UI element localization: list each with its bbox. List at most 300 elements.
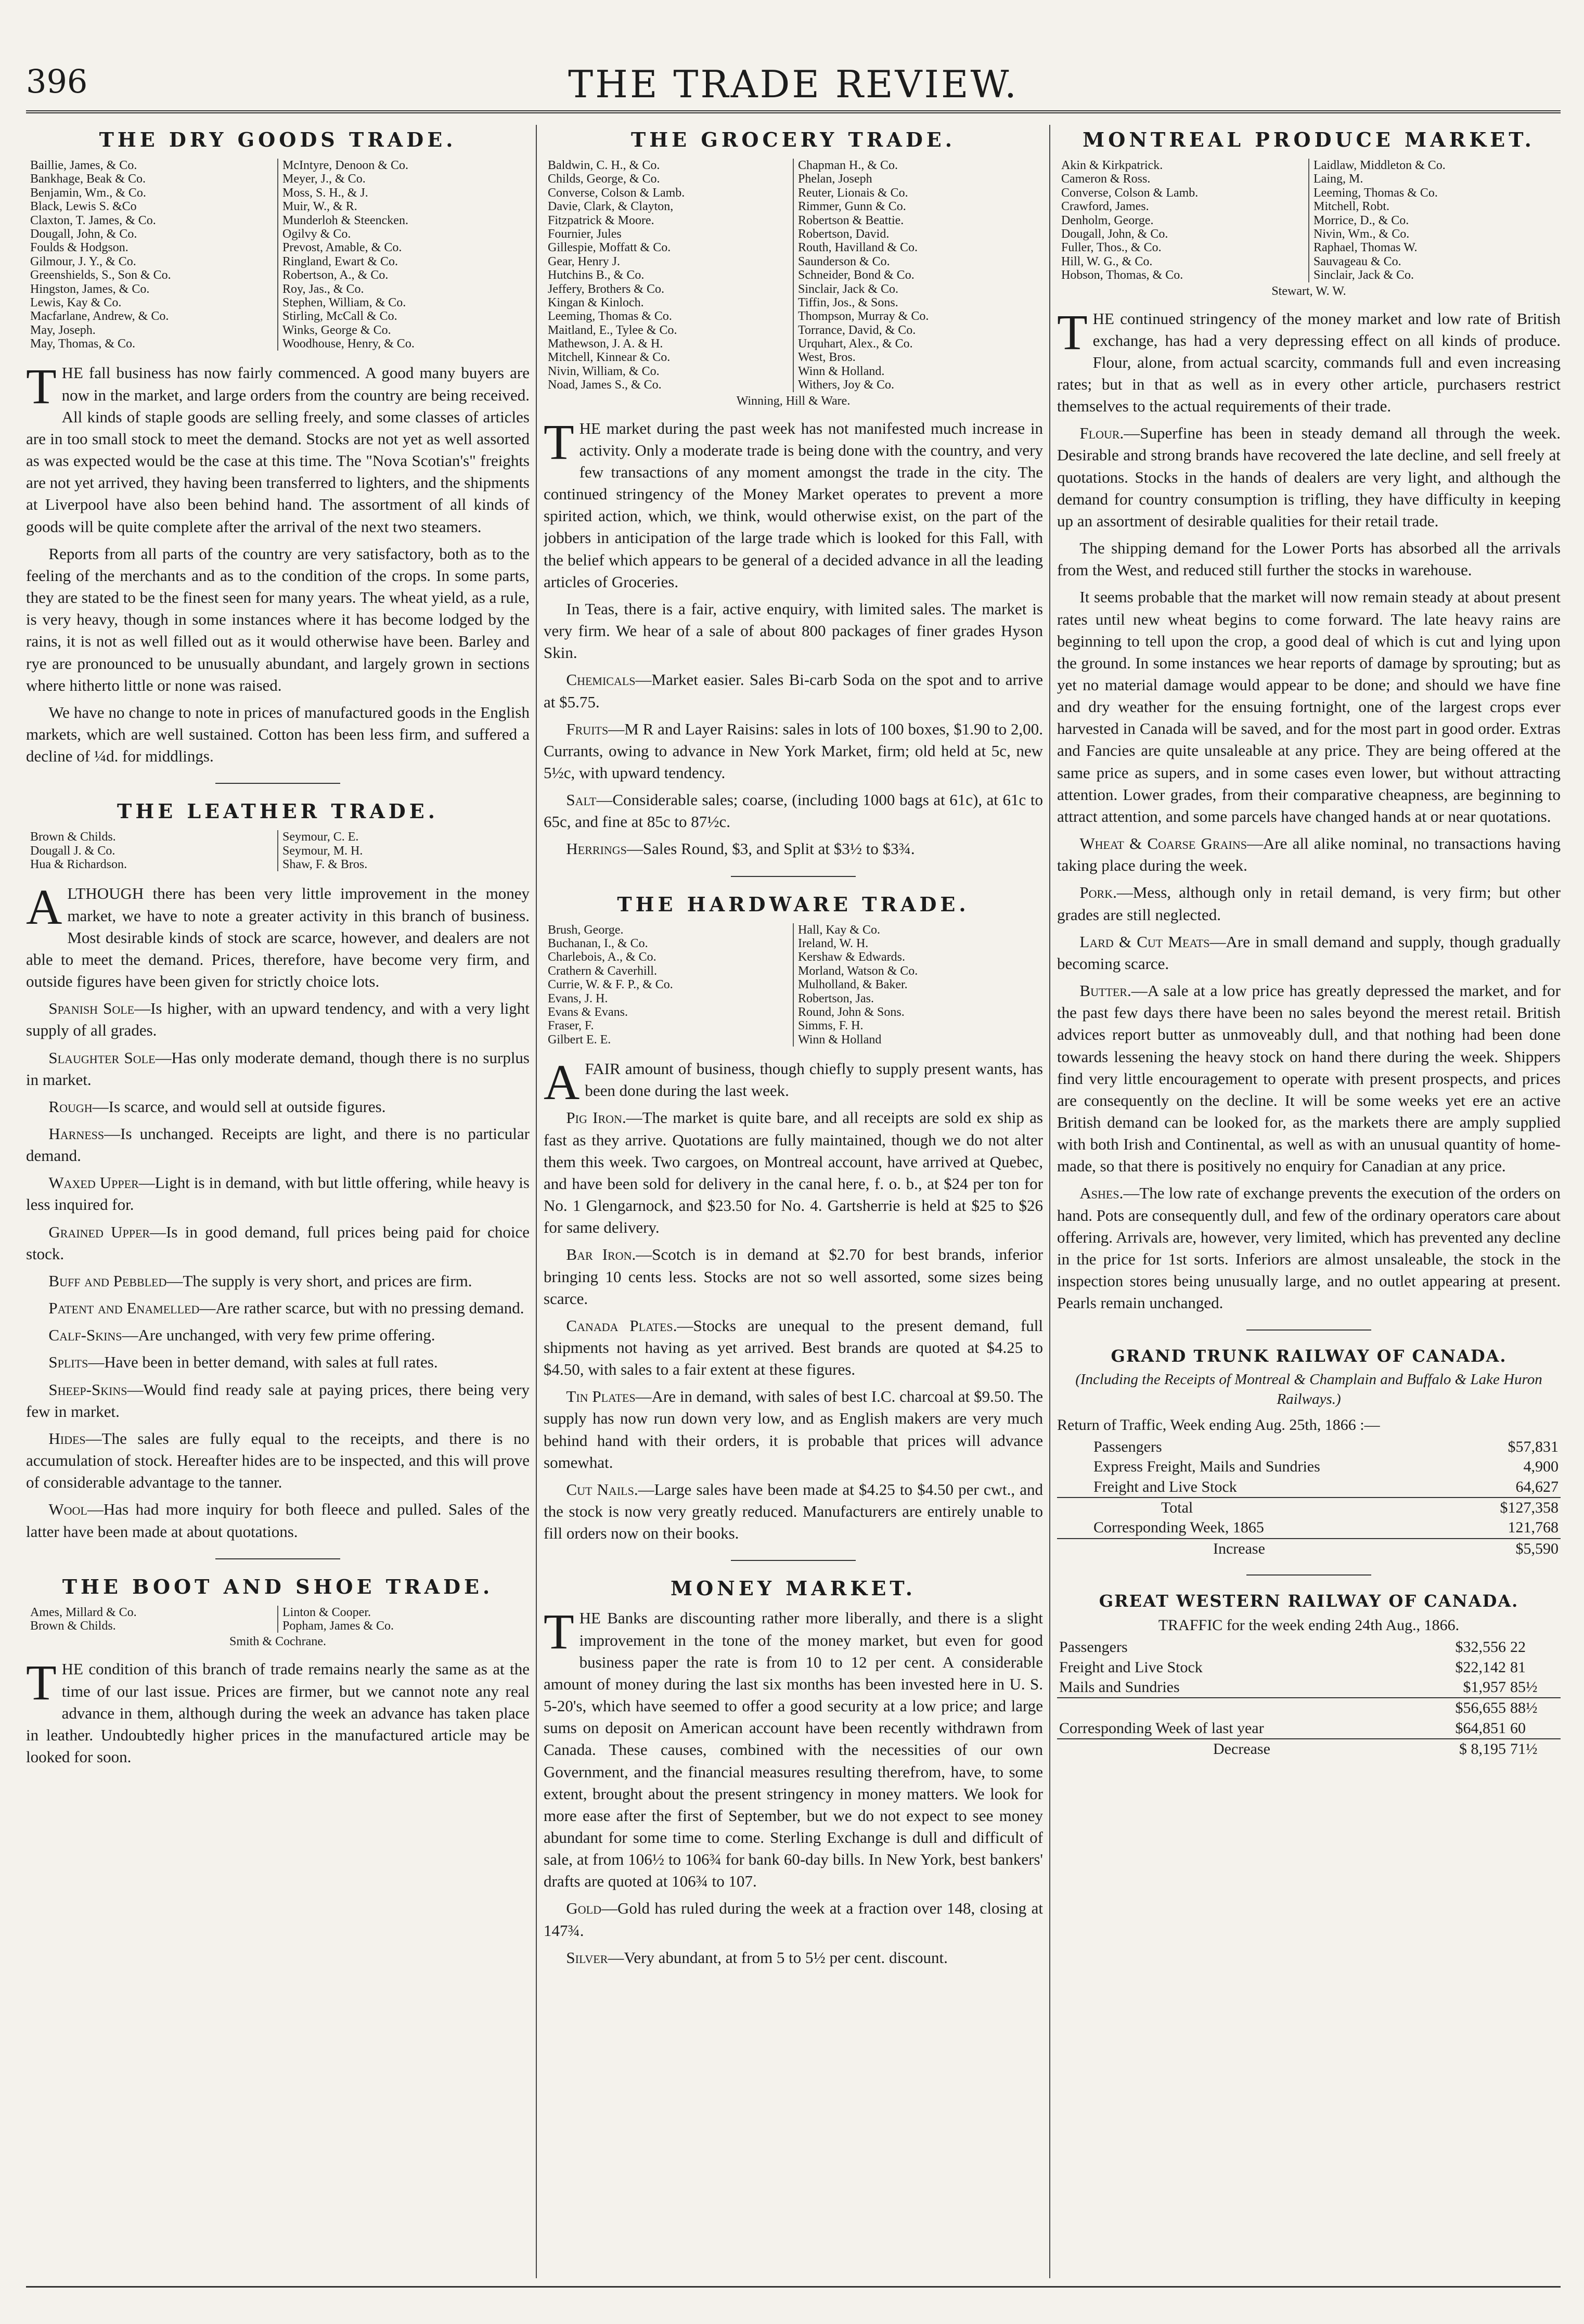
market-item xyxy=(26,1172,530,1216)
firm-list-right xyxy=(278,159,530,351)
market-item xyxy=(544,718,1043,784)
firm-name: Muir, W., & R. xyxy=(282,200,357,214)
firm-name: Prevost, Amable, & Co. xyxy=(282,241,402,255)
row-cents: 85½ xyxy=(1510,1678,1538,1696)
firm-name: Mitchell, Robt. xyxy=(1313,200,1389,214)
item-keyword: Canada Plates xyxy=(566,1316,673,1335)
firm-list-right xyxy=(794,923,1043,1047)
total-row xyxy=(1057,1497,1561,1518)
firm-name: Schneider, Bond & Co. xyxy=(798,268,915,282)
firm-name: Robertson, Jas. xyxy=(798,991,874,1005)
market-item xyxy=(1057,833,1561,876)
firm-name: Seymour, C. E. xyxy=(282,830,359,844)
firm-name: Woodhouse, Henry, & Co. xyxy=(282,337,415,351)
firm-name: Morland, Watson & Co. xyxy=(798,964,918,978)
column-3 xyxy=(1057,125,1561,2278)
item-keyword: Lard & Cut Meats xyxy=(1079,932,1210,951)
firm-name: Robertson & Beattie. xyxy=(798,213,904,227)
firm-name: Macfarlane, Andrew, & Co. xyxy=(30,309,169,324)
firm-name: Moss, S. H., & J. xyxy=(282,186,368,200)
firm-name: Robertson, A., & Co. xyxy=(282,268,389,282)
firm-name: Fitzpatrick & Moore. xyxy=(548,213,654,227)
item-keyword: Slaughter Sole xyxy=(48,1048,156,1067)
article-paragraph: It seems probable that the market will now remain steady at about present rates until new wheat begins to come forward. The late heavy rains are beginning to tell upon the crop, a good deal of which is cut and lying upon the ground. In some instances we hear reports of damage by sprouting; but as yet no material damage would appear to be done; and should we have fine and dry weather for the ensuing fortnight, one of the largest crops ever harvested in Canada will be saved, and for the most part in good order. Extras and Fancies are quite unsaleable at any price. They are being offered at the same price as supers, and in some cases even lower, but without attracting attention. Lower grades, from their comparative cheapness, are beginning to attract attention, and some parcels have changed hands at or near quotations. xyxy=(1057,588,1561,825)
firm-name: Hill, W. G., & Co. xyxy=(1061,254,1153,268)
firm-name: Currie, W. & F. P., & Co. xyxy=(548,978,673,992)
firm-name: Sinclair, Jack & Co. xyxy=(798,282,899,296)
firm-name: Saunderson & Co. xyxy=(798,254,890,268)
firm-name: Buchanan, I., & Co. xyxy=(548,937,648,950)
firm-name: Munderloh & Steencken. xyxy=(282,213,408,227)
firm-name: Hall, Kay & Co. xyxy=(798,923,880,937)
row-label: Passengers xyxy=(1059,1638,1128,1656)
firm-name: Gilbert E. E. xyxy=(548,1032,611,1047)
section-title: THE GROCERY TRADE. xyxy=(631,128,956,151)
market-item xyxy=(26,1047,530,1091)
hardware-section xyxy=(544,893,1043,1545)
firm-name: Davie, Clark, & Clayton, xyxy=(548,200,674,214)
item-keyword: Silver xyxy=(566,1948,608,1967)
firm-list xyxy=(1057,159,1561,282)
row-dollars: $22,142 xyxy=(1455,1658,1506,1676)
column-rule-1 xyxy=(536,125,537,2278)
corresponding-row xyxy=(1057,1719,1561,1739)
firm-list-left xyxy=(544,159,794,392)
market-item xyxy=(1057,1182,1561,1314)
market-item xyxy=(544,1479,1043,1544)
market-item xyxy=(26,1379,530,1423)
firm-name: Leeming, Thomas & Co. xyxy=(1313,186,1438,200)
firm-name: May, Thomas, & Co. xyxy=(30,337,135,351)
item-text: —Are in small demand and supply, though gradually becoming scarce. xyxy=(1057,932,1561,973)
market-item xyxy=(26,1221,530,1265)
market-item xyxy=(544,789,1043,833)
firm-list xyxy=(26,1606,530,1633)
item-text: —Are rather scarce, but with no pressing demand. xyxy=(199,1299,524,1318)
firm-list xyxy=(544,923,1043,1047)
market-item xyxy=(26,1324,530,1346)
row-dollars: $1,957 xyxy=(1463,1678,1506,1696)
section-divider xyxy=(731,876,856,877)
section-title: THE DRY GOODS TRADE. xyxy=(99,128,457,151)
firm-name: Cameron & Ross. xyxy=(1061,172,1151,186)
article-paragraph: We have no change to note in prices of manufactured goods in the English markets, which are well sustained. Cotton has been less firm, and suffered a decline of ¼d. for middlings. xyxy=(26,703,530,766)
firm-name: Thompson, Murray & Co. xyxy=(798,309,929,324)
market-item xyxy=(1057,882,1561,925)
firm-name: Phelan, Joseph xyxy=(798,172,872,186)
firm-name: Round, John & Sons. xyxy=(798,1005,905,1019)
traffic-table xyxy=(1057,1637,1561,1759)
firm-name: Foulds & Hodgson. xyxy=(30,241,128,255)
firm-name: Torrance, David, & Co. xyxy=(798,323,916,337)
market-item xyxy=(544,838,1043,860)
market-item xyxy=(26,1123,530,1167)
item-text: .—A sale at a low price has greatly depressed the market, and for the past few days there have been no sales beyond the merest retail. British advices report butter as unmoveably dull, and that nothing had been done towards lessening the heavy stock on hand there during the week. Shippers find very little encouragement to operate with present prospects, and prices are consequently on the decline. It will be some weeks yet ere an active British demand can be looked for, as the markets there are amply supplied with both Irish and Continental, as well as with an unusual quantity of home-made, so that there is positively no enquiry for Canadian at any price. xyxy=(1057,982,1561,1176)
firm-name: Ames, Millard & Co. xyxy=(30,1605,137,1619)
table-row xyxy=(1057,1457,1561,1477)
item-keyword: Salt xyxy=(566,791,597,809)
item-text: —Are all alike nominal, no transactions having taking place during the week. xyxy=(1057,834,1561,875)
item-keyword: Patent and Enamelled xyxy=(48,1299,200,1318)
firm-name: Crawford, James. xyxy=(1061,200,1149,214)
item-text: —Sales Round, $3, and Split at $3½ to $3¾. xyxy=(626,840,915,858)
firm-name: Sauvageau & Co. xyxy=(1313,254,1401,268)
firm-name: Kingan & Kinloch. xyxy=(548,295,644,309)
masthead-rule xyxy=(26,110,1561,113)
firm-list-right xyxy=(794,159,1043,392)
traffic-table xyxy=(1057,1437,1561,1559)
market-item xyxy=(544,1947,1043,1969)
row-label: Express Freight, Mails and Sundries xyxy=(1093,1458,1320,1476)
item-text: —M R and Layer Raisins: sales in lots of 100 boxes, $1.90 to 2,00. Currants, owing to advance in New York Market, firm; old held at 5c, new 5½c, with upward tendency. xyxy=(544,719,1043,782)
market-items xyxy=(544,1107,1043,1544)
market-item xyxy=(1057,931,1561,975)
firm-name: Winks, George & Co. xyxy=(282,323,391,337)
market-item xyxy=(26,1499,530,1542)
item-keyword: Wheat & Coarse Grains xyxy=(1079,834,1247,853)
firm-name: Fraser, F. xyxy=(548,1019,594,1033)
firm-name: Urquhart, Alex., & Co. xyxy=(798,337,913,351)
item-text: .—Large sales have been made at $4.25 to $4.50 per cwt., and the stock is now very greatly reduced. Manufacturers are entirely unable to fill orders now on their books. xyxy=(544,1480,1043,1543)
article-paragraph: In Teas, there is a fair, active enquiry, with limited sales. The market is very firm. We hear of a sale of about 800 packages of finer grades Hyson Skin. xyxy=(544,599,1043,662)
item-text: —Is scarce, and would sell at outside figures. xyxy=(92,1097,386,1116)
firm-name: Charlebois, A., & Co. xyxy=(548,950,656,964)
market-items xyxy=(1057,833,1561,1314)
row-value: $127,358 xyxy=(1464,1497,1561,1518)
item-text: —Are in demand, with sales of best I.C. charcoal at $9.50. The supply has now run down very low, and as English makers are very much behind hand with their orders, it is probable that prices will advance somewhat. xyxy=(544,1387,1043,1471)
item-keyword: Wool xyxy=(48,1500,87,1519)
firm-list-tail: Winning, Hill & Ware. xyxy=(736,394,851,408)
item-text: —Market easier. Sales Bi-carb Soda on the spot and to arrive at $5.75. xyxy=(544,670,1043,711)
firm-name: Gilmour, J. Y., & Co. xyxy=(30,254,136,268)
item-text: —Is in good demand, full prices being paid for choice stock. xyxy=(26,1222,530,1263)
item-text: —Is unchanged. Receipts are light, and there is no particular demand. xyxy=(26,1125,530,1165)
item-keyword: Cut Nails xyxy=(566,1480,634,1499)
firm-list-right xyxy=(278,1606,530,1633)
item-keyword: Sheep-Skins xyxy=(48,1380,127,1399)
firm-name: Black, Lewis S. &Co xyxy=(30,200,137,214)
table-row xyxy=(1057,1477,1561,1497)
firm-name: Converse, Colson & Lamb. xyxy=(1061,186,1199,200)
firm-name: Denholm, George. xyxy=(1061,213,1154,227)
firm-name: Dougall J. & Co. xyxy=(30,844,115,858)
section-divider xyxy=(215,783,340,784)
corresponding-row xyxy=(1057,1518,1561,1538)
market-items xyxy=(26,998,530,1542)
firm-name: Simms, F. H. xyxy=(798,1019,864,1033)
firm-list-tail: Stewart, W. W. xyxy=(1271,284,1346,298)
item-keyword: Herrings xyxy=(566,840,627,858)
firm-name: Nivin, William, & Co. xyxy=(548,364,660,378)
section-divider xyxy=(1246,1574,1371,1576)
market-item xyxy=(544,1244,1043,1309)
boot-shoe-section xyxy=(26,1575,530,1768)
section-divider xyxy=(1246,1329,1371,1331)
firm-name: Roy, Jas., & Co. xyxy=(282,282,364,296)
firm-name: Bankhage, Beak & Co. xyxy=(30,172,146,186)
item-text: —Light is in demand, with but little offering, while heavy is less inquired for. xyxy=(26,1173,530,1214)
railway-title: GREAT WESTERN RAILWAY OF CANADA. xyxy=(1099,1591,1519,1611)
market-item xyxy=(26,1297,530,1319)
firm-name: Withers, Joy & Co. xyxy=(798,378,895,392)
article-paragraph: THE market during the past week has not manifested much increase in activity. Only a moderate trade is being done with the country, and very few transactions of any moment amongst the trade in the city. The continued stringency of the Money Market operates to prevent a more spirited action, which, we think, would otherwise exist, on the part of the jobbers in anticipation of the large trade which is looked for this Fall, with the belief which appears to be general of a decided advance in all the leading articles of Groceries. xyxy=(544,414,1043,591)
market-item xyxy=(544,669,1043,713)
firm-name: Sinclair, Jack & Co. xyxy=(1313,268,1414,282)
item-text: —The sales are fully equal to the receipts, and there is no accumulation of stock. Hereafter hides are to be inspected, and this will prove of considerable advantage to the tanner. xyxy=(26,1429,530,1492)
section-title: MONEY MARKET. xyxy=(671,1577,916,1600)
row-label: Increase xyxy=(1057,1539,1464,1559)
item-keyword: Pork xyxy=(1079,883,1113,902)
firm-name: Shaw, F. & Bros. xyxy=(282,858,368,872)
firm-name: Meyer, J., & Co. xyxy=(282,172,366,186)
firm-list-left xyxy=(544,923,794,1047)
market-item xyxy=(26,1096,530,1118)
firm-name: Evans, J. H. xyxy=(548,991,608,1005)
firm-name: Mathewson, J. A. & H. xyxy=(548,337,663,351)
market-item xyxy=(544,1315,1043,1380)
firm-name: Ogilvy & Co. xyxy=(282,227,351,241)
row-value: $5,590 xyxy=(1464,1539,1561,1559)
firm-list-tail: Smith & Cochrane. xyxy=(229,1635,326,1649)
firm-name: Chapman H., & Co. xyxy=(798,159,898,172)
page-bottom-rule xyxy=(26,2286,1561,2288)
firm-name: Reuter, Lionais & Co. xyxy=(798,186,908,200)
firm-name: Winn & Holland xyxy=(798,1032,882,1047)
firm-name: Dougall, John, & Co. xyxy=(30,227,137,241)
firm-list-left xyxy=(1057,159,1309,282)
market-item xyxy=(1057,980,1561,1177)
firm-name: Converse, Colson & Lamb. xyxy=(548,186,685,200)
firm-name: Laing, M. xyxy=(1313,172,1363,186)
article-paragraph: THE Banks are discounting rather more liberally, and there is a slight improvement in the tone of the money market, but even for good business paper the rate is from 10 to 12 per cent. A considerable amount of money during the last six months has been invested here in U. S. 5-20's, which have seemed to offer a good security at a low price; and large sums on deposit on American account have been recently withdrawn from Canada. These causes, combined with the necessities of our own Government, and the financial measures resulting therefrom, have, to some extent, brought about the present stringency in money matters. We look for more ease after the first of September, but we do not expect to see money abundant for some time to come. Sterling Exchange is dull and difficult of sale, at from 106½ to 106¾ for bank 60-day bills. In New York, best bankers' drafts are quoted at 106¾ to 107. xyxy=(544,1604,1043,1891)
row-label: Corresponding Week, 1865 xyxy=(1093,1519,1264,1537)
firm-list-right xyxy=(278,830,530,871)
item-text: .—The market is quite bare, and all receipts are sold ex ship as fast as they arrive. Quotations are fully maintained, though we do not alter them this week. Two cargoes, on Montreal account, have arrived at Quebec, and have been sold for delivery in the canal here, f. o. b., at $24 per ton for No. 1 Glengarnock, and $23.50 for No. 4. Gartsherrie is held at $25 to $26 for same delivery. xyxy=(544,1108,1043,1237)
firm-name: Tiffin, Jos., & Sons. xyxy=(798,295,898,309)
item-keyword: Bar Iron xyxy=(566,1245,632,1264)
item-keyword: Calf-Skins xyxy=(48,1326,122,1345)
firm-name: Hua & Richardson. xyxy=(30,858,127,872)
firm-name: Benjamin, Wm., & Co. xyxy=(30,186,146,200)
column-1 xyxy=(26,125,530,2278)
firm-name: Gear, Henry J. xyxy=(548,254,620,268)
row-label: Corresponding Week of last year xyxy=(1059,1719,1264,1737)
firm-name: Lewis, Kay & Co. xyxy=(30,295,122,309)
item-text: —Would find ready sale at paying prices, there being very few in market. xyxy=(26,1380,530,1421)
firm-name: Brown & Childs. xyxy=(30,1619,116,1633)
firm-name: Kershaw & Edwards. xyxy=(798,950,905,964)
column-rule-2 xyxy=(1049,125,1050,2278)
total-row xyxy=(1057,1698,1561,1718)
article-paragraph: The shipping demand for the Lower Ports has absorbed all the arrivals from the West, and reduced still further the stocks in warehouse. xyxy=(1057,539,1561,579)
section-title: THE HARDWARE TRADE. xyxy=(617,892,970,916)
row-label: Mails and Sundries xyxy=(1059,1678,1180,1696)
item-text: .—Superfine has been in steady demand all through the week. Desirable and strong brands have recovered the late decline, and sell freely at quotations. Stocks in the hands of dealers are very light, and although the demand for country consumption is trifling, they have difficulty in keeping up an assortment of desirable qualities for their retail trade. xyxy=(1057,424,1561,530)
section-title: THE BOOT AND SHOE TRADE. xyxy=(62,1574,494,1598)
item-keyword: Ashes xyxy=(1079,1184,1119,1203)
item-keyword: Flour xyxy=(1079,424,1120,443)
firm-name: Linton & Cooper. xyxy=(282,1605,371,1619)
decrease-row xyxy=(1057,1739,1561,1759)
firm-name: Gillespie, Moffatt & Co. xyxy=(548,241,671,255)
table-row xyxy=(1057,1637,1561,1657)
traffic-line: TRAFFIC for the week ending 24th Aug., 1866. xyxy=(1158,1617,1460,1634)
firm-name: Hobson, Thomas, & Co. xyxy=(1061,268,1183,282)
row-cents: 22 xyxy=(1510,1638,1526,1656)
row-label: Passengers xyxy=(1093,1438,1162,1455)
item-text: .—The low rate of exchange prevents the execution of the orders on hand. Pots are consequently dull, and few of the ordinary operators care about offering. Arrivals are, however, very limited, which has prevented any decline in the price for 1st sorts. Inferiors are almost unsaleable, the stock in the inspection stores being unusually large, and no outlet appearing at present. Pearls remain unchanged. xyxy=(1057,1184,1561,1312)
row-dollars: $ 8,195 xyxy=(1416,1739,1508,1759)
increase-row xyxy=(1057,1539,1561,1559)
item-keyword: Grained Upper xyxy=(48,1222,150,1241)
article-paragraph: THE fall business has now fairly commenced. A good many buyers are now in the market, and large orders from the country are being received. All kinds of staple goods are selling freely, and some classes of articles are in too small stock to meet the demand. Stocks are not yet as well assorted as was expected would be the case at this time. The "Nova Scotian's" freights are not yet arrived, they having been transferred to lighters, and the shipments at Liverpool have also been behind hand. The assortment of all kinds of goods will be quite complete after the arrival of the next two steamers. xyxy=(26,358,530,536)
row-label: Decrease xyxy=(1057,1739,1416,1759)
row-value: $57,831 xyxy=(1508,1438,1559,1455)
item-keyword: Butter xyxy=(1079,982,1127,1000)
firm-name: Jeffery, Brothers & Co. xyxy=(548,282,664,296)
table-row xyxy=(1057,1677,1561,1698)
journal-title: THE TRADE REVIEW. xyxy=(568,62,1019,106)
firm-name: Routh, Havilland & Co. xyxy=(798,241,918,255)
item-text: —Are unchanged, with very few prime offering. xyxy=(122,1326,435,1345)
firm-name: Mitchell, Kinnear & Co. xyxy=(548,351,671,365)
market-item xyxy=(26,998,530,1041)
item-keyword: Tin Plates xyxy=(566,1387,636,1406)
item-keyword: Waxed Upper xyxy=(48,1173,139,1192)
firm-name: Stephen, William, & Co. xyxy=(282,295,406,309)
row-value: 64,627 xyxy=(1515,1478,1559,1495)
item-text: —Have been in better demand, with sales at full rates. xyxy=(88,1353,438,1372)
grocery-section xyxy=(544,128,1043,860)
firm-name: Greenshields, S., Son & Co. xyxy=(30,268,171,282)
firm-list xyxy=(26,159,530,351)
firm-name: Noad, James S., & Co. xyxy=(548,378,662,392)
article-paragraph: Reports from all parts of the country are very satisfactory, both as to the feeling of the merchants and as to the condition of the crops. In some parts, they are stated to be the finest seen for many years. The wheat yield, as a rule, is very heavy, though in some instances where it has become lodged by the rains, it is not as well filled out as it would otherwise have been. Barley and rye are pronounced to be unusually abundant, and largely grown in sections where hitherto little or none was raised. xyxy=(26,544,530,694)
firm-name: Fournier, Jules xyxy=(548,227,622,241)
railway-subtitle: (Including the Receipts of Montreal & Champlain and Buffalo & Lake Huron Railways.) xyxy=(1075,1371,1542,1408)
section-divider xyxy=(215,1558,340,1559)
row-value: 121,768 xyxy=(1508,1519,1559,1537)
dry-goods-section xyxy=(26,128,530,767)
firm-name: Winn & Holland. xyxy=(798,364,885,378)
firm-name: Brown & Childs. xyxy=(30,830,116,844)
market-item xyxy=(544,1107,1043,1238)
item-keyword: Chemicals xyxy=(566,670,636,689)
row-value: 4,900 xyxy=(1523,1458,1559,1476)
firm-name: Akin & Kirkpatrick. xyxy=(1061,159,1163,172)
row-label: Total xyxy=(1057,1497,1464,1518)
article-paragraph: THE continued stringency of the money market and low rate of British exchange, has had a very depressing effect on all kinds of produce. Flour, alone, from actual scarcity, commands full and even increasing rates; but in that as well as in every other article, purchasers restrict themselves to the actual requirements of their trade. xyxy=(1057,304,1561,416)
row-cents: 71½ xyxy=(1508,1739,1561,1759)
article-paragraph: AFAIR amount of business, though chiefly to supply present wants, has been done during the last week. xyxy=(544,1054,1043,1111)
row-cents: 88½ xyxy=(1508,1698,1561,1718)
section-divider xyxy=(731,1560,856,1561)
firm-name: Evans & Evans. xyxy=(548,1005,628,1019)
table-row xyxy=(1057,1658,1561,1677)
item-keyword: Harness xyxy=(48,1125,105,1143)
item-text: .—Stocks are unequal to the present demand, full shipments not having as yet arrived. Best brands are quoted at $4.25 to $4.50, with sales to a fair extent at these figures. xyxy=(544,1316,1043,1379)
firm-name: Ringland, Ewart & Co. xyxy=(282,254,398,268)
section-title: THE LEATHER TRADE. xyxy=(117,799,439,823)
item-text: —Very abundant, at from 5 to 5½ per cent. discount. xyxy=(608,1948,948,1967)
firm-name: McIntyre, Denoon & Co. xyxy=(282,159,408,172)
firm-name: Leeming, Thomas & Co. xyxy=(548,309,672,324)
great-western-section xyxy=(1057,1591,1561,1759)
firm-name: Nivin, Wm., & Co. xyxy=(1313,227,1410,241)
market-item xyxy=(1057,422,1561,532)
market-item xyxy=(544,1897,1043,1941)
firm-name: Brush, George. xyxy=(548,923,624,937)
market-item xyxy=(544,1386,1043,1474)
firm-list-left xyxy=(26,830,278,871)
column-2 xyxy=(544,125,1043,2278)
item-keyword: Hides xyxy=(48,1429,86,1448)
produce-section xyxy=(1057,128,1561,1314)
row-dollars: $32,556 xyxy=(1455,1638,1506,1656)
market-item xyxy=(26,1428,530,1493)
market-item xyxy=(26,1270,530,1292)
firm-name: Morrice, D., & Co. xyxy=(1313,213,1409,227)
firm-name: Claxton, T. James, & Co. xyxy=(30,213,156,227)
firm-name: Hutchins B., & Co. xyxy=(548,268,645,282)
item-text: —The supply is very short, and prices are firm. xyxy=(166,1271,472,1290)
item-text: —Has only moderate demand, though there is no surplus in market. xyxy=(26,1048,530,1089)
item-keyword: Spanish Sole xyxy=(48,999,135,1018)
market-items xyxy=(544,1897,1043,1968)
item-keyword: Splits xyxy=(48,1353,88,1372)
firm-name: Ireland, W. H. xyxy=(798,937,869,950)
item-text: —Gold has ruled during the week at a fraction over 148, closing at 147¾. xyxy=(544,1899,1043,1940)
firm-name: Popham, James & Co. xyxy=(282,1619,394,1633)
market-items xyxy=(544,669,1043,860)
item-keyword: Gold xyxy=(566,1899,601,1918)
article-paragraph: ALTHOUGH there has been very little improvement in the money market, we have to note a greater activity in this branch of business. Most desirable kinds of stock are scarce, however, and dealers are not able to meet the demand. Prices, therefore, have become very firm, and outside figures have been given for strictly choice lots. xyxy=(26,879,530,991)
row-dollars: $64,851 xyxy=(1455,1719,1506,1737)
firm-list xyxy=(26,830,530,871)
firm-name: Rimmer, Gunn & Co. xyxy=(798,200,906,214)
firm-name: West, Bros. xyxy=(798,351,856,365)
item-keyword: Buff and Pebbled xyxy=(48,1271,167,1290)
firm-name: Maitland, E., Tylee & Co. xyxy=(548,323,677,337)
money-market-section xyxy=(544,1577,1043,1969)
railway-title: GRAND TRUNK RAILWAY OF CANADA. xyxy=(1111,1346,1507,1366)
traffic-return-line: Return of Traffic, Week ending Aug. 25th, 1866 :— xyxy=(1057,1416,1380,1434)
firm-name: Fuller, Thos., & Co. xyxy=(1061,241,1162,255)
firm-name: Crathern & Caverhill. xyxy=(548,964,657,978)
grand-trunk-section xyxy=(1057,1346,1561,1559)
firm-name: Mulholland, & Baker. xyxy=(798,978,908,992)
item-keyword: Pig Iron xyxy=(566,1108,622,1127)
firm-name: Dougall, John, & Co. xyxy=(1061,227,1168,241)
item-text: —Considerable sales; coarse, (including 1000 bags at 61c), at 61c to 65c, and fine at 85c to 87½c. xyxy=(544,791,1043,831)
item-text: —Has had more inquiry for both fleece and pulled. Sales of the latter have been made at about quotations. xyxy=(26,1500,530,1541)
row-dollars: $56,655 xyxy=(1416,1698,1508,1718)
item-keyword: Rough xyxy=(48,1097,93,1116)
firm-list-left xyxy=(26,159,278,351)
firm-name: Robertson, David. xyxy=(798,227,890,241)
row-cents: 81 xyxy=(1510,1658,1526,1676)
table-row xyxy=(1057,1437,1561,1457)
item-text: .—Scotch is in demand at $2.70 for best brands, inferior bringing 10 cents less. Stocks are not so well assorted, some sizes being scarce. xyxy=(544,1245,1043,1308)
firm-list-right xyxy=(1309,159,1561,282)
firm-name: Baldwin, C. H., & Co. xyxy=(548,159,660,172)
row-cents: 60 xyxy=(1510,1719,1526,1737)
leather-section xyxy=(26,799,530,1542)
row-label: Freight and Live Stock xyxy=(1059,1658,1203,1676)
firm-list-left xyxy=(26,1606,278,1633)
section-title: MONTREAL PRODUCE MARKET. xyxy=(1083,128,1535,151)
firm-name: Seymour, M. H. xyxy=(282,844,363,858)
